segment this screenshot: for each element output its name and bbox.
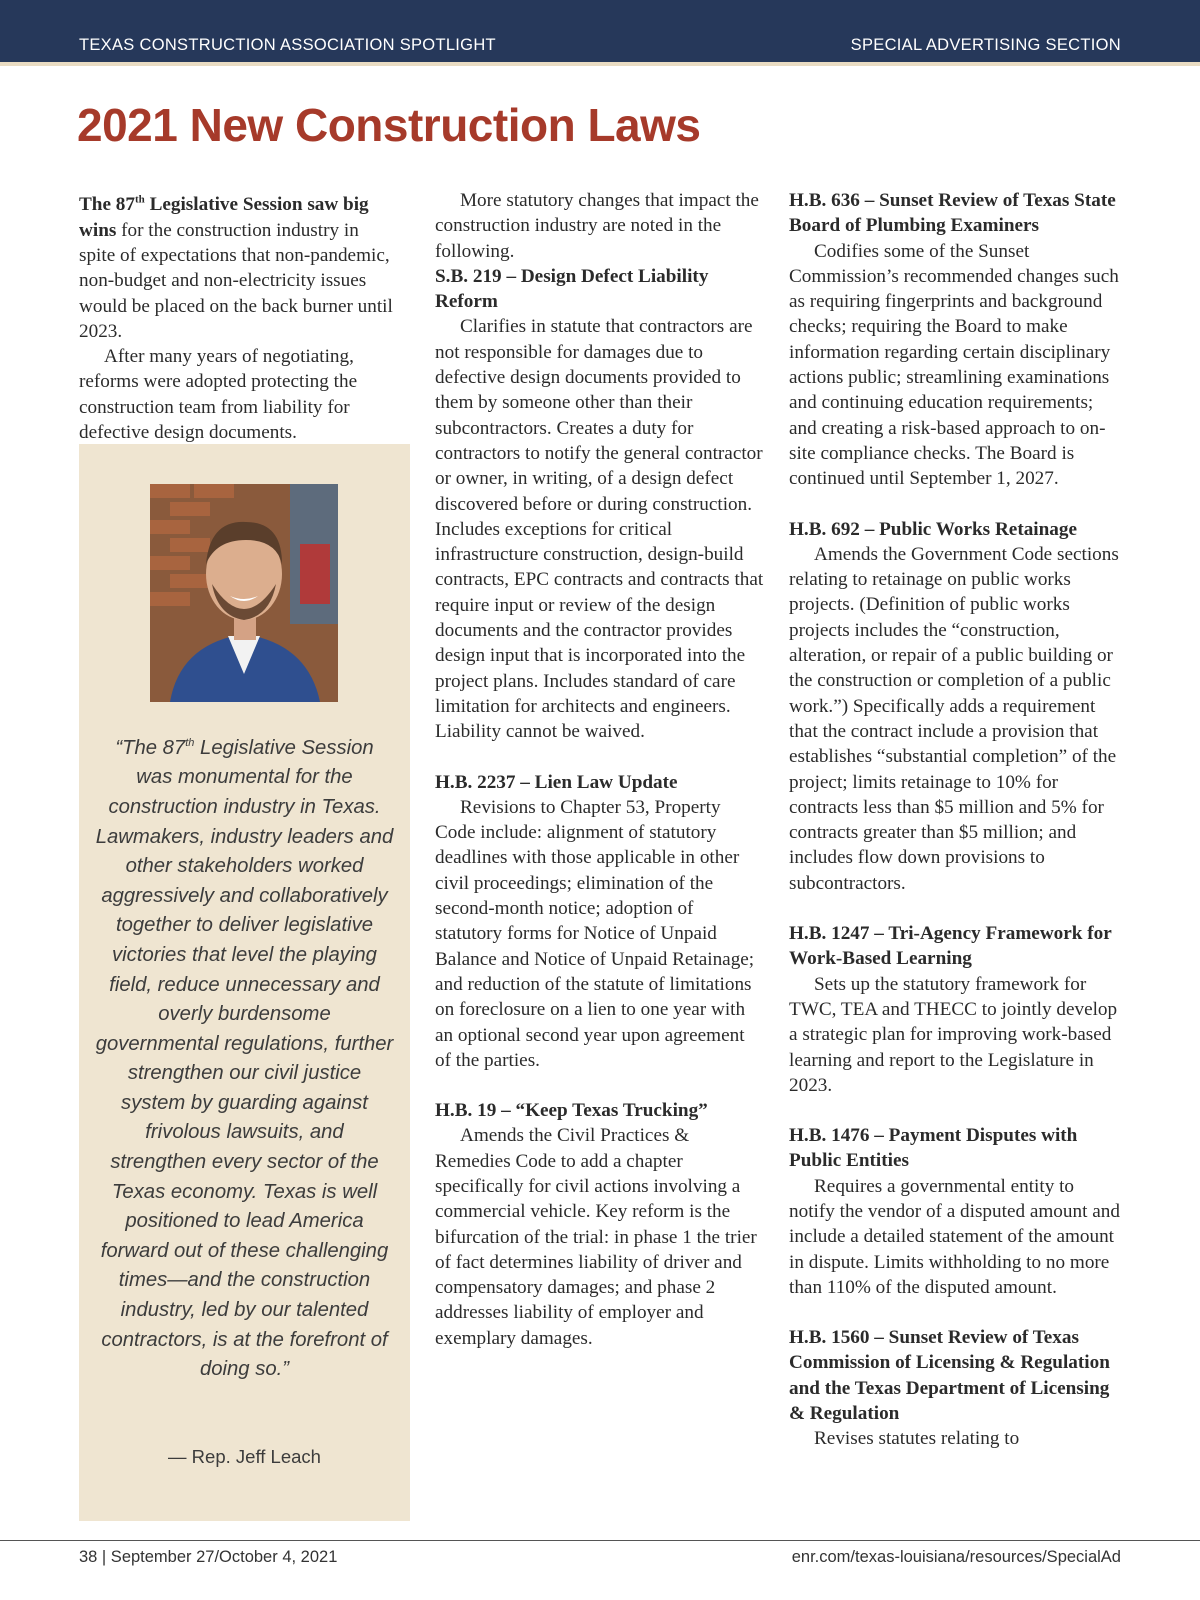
quote-sidebar: [79, 444, 410, 1521]
footer-divider: [0, 1540, 1200, 1541]
bill-body: Revisions to Chapter 53, Property Code include: alignment of statutory deadlines with those applicable in other civil proceedings; elimination of the second-month notice; adoption of statutory forms for Notice of Unpaid Balance and Notice of Unpaid Retainage; and reduction of the statute of limitations on foreclosure on a lien to one year with an optional second year upon agreement of the parties.: [435, 796, 755, 1071]
quote-attribution: — Rep. Jeff Leach: [168, 1446, 321, 1467]
footer-url: enr.com/texas-louisiana/resources/SpecialAd: [791, 1548, 1121, 1566]
bill-heading: H.B. 1247 – Tri-Agency Framework for Work-Based Learning: [789, 923, 1112, 970]
header-divider: [0, 62, 1200, 66]
bill-body: Sets up the statutory framework for TWC, TEA and THECC to jointly develop a strategic plan for improving work-based learning and report to the Legislature in 2023.: [789, 973, 1118, 1096]
bill-heading: H.B. 636 – Sunset Review of Texas State Board of Plumbing Examiners: [789, 190, 1116, 237]
intro-paragraph-2: After many years of negotiating, reforms were adopted protecting the construction team from liability for defective design documents.: [79, 346, 358, 444]
bill-body: Clarifies in statute that contractors are not responsible for damages due to defective design documents provided to them by someone other than their subcontractors. Creates a duty for contractors to notify the general contractor or owner, in writing, of a design defect discovered before or during construction. Includes exceptions for critical infrastructure construction, design-build contracts, EPC contracts and contracts that require input or review of the design documents and the contractor provides design input that is incorporated into the project plans. Includes standard of care limitation for architects and engineers. Liability cannot be waived.: [435, 316, 764, 743]
intro-paragraph: The 87th Legislative Session saw big wins for the construction industry in spite of expectations that non-pandemic, non-budget and non-electricity issues would be placed on the back burner until 2023.: [79, 194, 393, 342]
bill-body: Amends the Civil Practices & Remedies Code to add a chapter specifically for civil actions involving a commercial vehicle. Key reform is the bifurcation of the trial: in phase 1 the trier of fact determines liability of driver and compensatory damages; and phase 2 addresses liability of employer and exemplary damages.: [435, 1125, 757, 1349]
header-bar: [0, 0, 1200, 62]
bill-heading: H.B. 2237 – Lien Law Update: [435, 771, 678, 793]
pull-quote: “The 87th Legislative Session was monumental for the construction industry in Texas. Lawmakers, industry leaders and other stakeholders worked aggressively and collaboratively together to deliver legislative victories that level the playing field, reduce unnecessary and overly burdensome governmental regulations, further strengthen our civil justice system by guarding against frivolous lawsuits, and strengthen every sector of the Texas economy. Texas is well positioned to lead America forward out of these challenging times—and the construction industry, led by our talented contractors, is at the forefront of doing so.”: [95, 736, 394, 1381]
bill-heading: H.B. 1476 – Payment Disputes with Public Entities: [789, 1125, 1078, 1172]
bill-heading: S.B. 219 – Design Defect Liability Reform: [435, 265, 709, 313]
bill-body: Revises statutes relating to: [814, 1428, 1020, 1450]
page-number-date: 38 | September 27/October 4, 2021: [79, 1548, 338, 1566]
header-advertising-label: SPECIAL ADVERTISING SECTION: [850, 36, 1121, 54]
column-3: [789, 188, 1124, 1452]
header-section-name: TEXAS CONSTRUCTION ASSOCIATION SPOTLIGHT: [79, 36, 496, 54]
bill-body: Codifies some of the Sunset Commission’s recommended changes such as requiring fingerprints and background checks; requiring the Board to make information regarding certain disciplinary actions public; streamlining examinations and continuing education requirements; and creating a risk-based approach to on-site compliance checks. The Board is continued until September 1, 2027.: [789, 240, 1119, 490]
bill-heading: H.B. 692 – Public Works Retainage: [789, 518, 1078, 540]
portrait-photo: [150, 484, 338, 702]
column-2: [435, 188, 765, 1351]
page-title: 2021 New Construction Laws: [77, 99, 701, 151]
bill-heading: H.B. 19 – “Keep Texas Trucking”: [435, 1100, 708, 1122]
bill-body: Amends the Government Code sections relating to retainage on public works projects. (Definition of public works projects includes the “construction, alteration, or repair of a public building or the construction or completion of a public work.”) Specifically adds a requirement that the contract include a provision that establishes “substantial completion” of the project; limits retainage to 10% for contracts less than $5 million and 5% for contracts greater than $5 million; and includes flow down provisions to subcontractors.: [789, 543, 1119, 894]
bill-body: Requires a governmental entity to notify the vendor of a disputed amount and include a detailed statement of the amount in dispute. Limits withholding to no more than 110% of the disputed amount.: [789, 1175, 1120, 1298]
bill-heading: H.B. 1560 – Sunset Review of Texas Commission of Licensing & Regulation and the Texas Department of Licensing & Regulation: [789, 1327, 1110, 1425]
intro-paragraph-3: More statutory changes that impact the construction industry are noted in the following.: [435, 190, 759, 262]
